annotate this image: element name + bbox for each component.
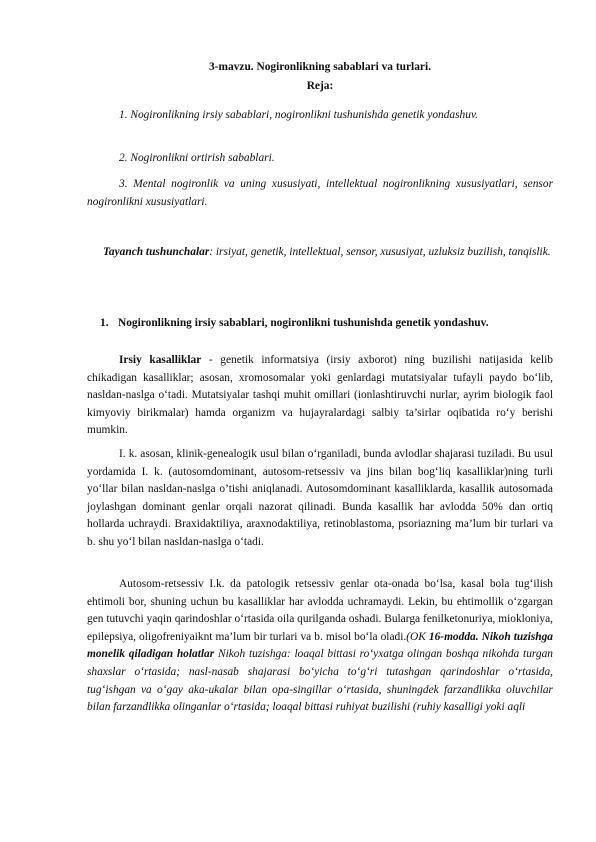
paragraph-2: I. k. asosan, klinik-genealogik usul bilan o‘rganiladi, bunda avlodlar shajarasi tuziladi. Bu usul yordamida I. k. (autosomdominant, autosom-retsessiv va jins bilan bog‘liq kasalliklar)ning turli yo‘llar bilan nasldan-naslga o’tishi aniqlanadi. Autosomdominant kasalliklarda, kasallik autosomada joylashgan dominant genlar orqali nazorat qilinadi. Bunda kasallik har avlodda 50% dan ortiq hollarda uchraydi. Braxidaktiliya, araxnodaktiliya, retinoblastoma, psoriazning ma’lum bir turlari va b. shu yo‘l bilan nasldan-naslga o‘tadi.	[87, 448, 553, 548]
plan-item-3: 3. Mental nogironlik va uning xususiyati, intellektual nogironlikning xususiyatlari, sensor nogironlikni xususiyatlari.	[87, 178, 553, 208]
term-irsiy-kasalliklar: Irsiy kasalliklar	[119, 354, 202, 366]
paragraph-irsiy-kasalliklar	[87, 352, 553, 440]
section-heading	[100, 315, 553, 333]
paragraph-3-text: Autosom-retsessiv I.k. da patologik retsessiv genlar ota-onada bo‘lsa, kasal bola tug‘ilish ehtimoli bor, shuning uchun bu kasalliklar har avlodda uchramaydi. Lekin, bu ehtimollik o‘zgargan gen tutuvchi yaqin qarindoshlar o‘rtasida oila qurilganda oshadi. Bularga fenilketonuriya, miokloniya, epilepsiya, oligofreniyaiknt ma’lum bir turlari va b. misol bo‘la oladi.	[87, 578, 553, 643]
paragraph-3-bold: 16-modda. Nikoh tuzishga monelik qiladigan holatlar	[87, 630, 553, 661]
keywords-text: : irsiyat, genetik, intellektual, sensor, xususiyat, uzluksiz buzilish, tanqislik.	[209, 246, 551, 258]
paragraph-3	[87, 576, 553, 717]
plan-item-1: 1. Nogironlikning irsiy sabablari, nogironlikni tushunishda genetik yondashuv.	[119, 109, 478, 121]
keywords-paragraph	[87, 244, 553, 262]
paragraph-3-italic: Nikoh tuzishga: loaqal bittasi ro‘yxatga olingan boshqa nikohda turgan shaxslar o‘rtasida; nasl-nasab shajarasi bo‘yicha to‘g‘ri tutashgan qarindoshlar o‘rtasida, tug‘ishgan va o‘gay aka-ukalar bilan opa-singillar o‘rtasida, shuningdek farzandlikka oluvchilar bilan farzandlikka olinganlar o‘rtasida; loaqal bittasi ruhiyat buzilishi (ruhiy kasalligi yoki aqli	[87, 648, 553, 714]
plan-item-2: 2. Nogironlikni ortirish sabablari.	[119, 152, 275, 164]
section-number: 1.	[100, 317, 109, 329]
paragraph-1-text: - genetik informatsiya (irsiy axborot) ning buzilishi natijasida kelib chikadigan kasalliklar; asosan, xromosomalar yoki genlardagi mutatsiyalar tufayli paydo bo‘lib, nasldan-naslga o‘tadi. Mutatsiyalar tashqi muhit omillari (ionlashtiruvchi nurlar, ayrim biologik faol kimyoviy birikmalar) hamda organizm va hujayralardagi salbiy ta’sirlar oqibatida ro‘y berishi mumkin.	[87, 354, 553, 437]
keywords-label: Tayanch tushunchalar	[103, 246, 210, 258]
plan-label: Reja:	[306, 80, 334, 92]
page-title: 3-mavzu. Nogironlikning sabablari va turlari.	[209, 61, 431, 73]
section-title: Nogironlikning irsiy sabablari, nogironlikni tushunishda genetik yondashuv.	[118, 317, 489, 329]
paragraph-3-ref: (OK	[406, 630, 429, 643]
